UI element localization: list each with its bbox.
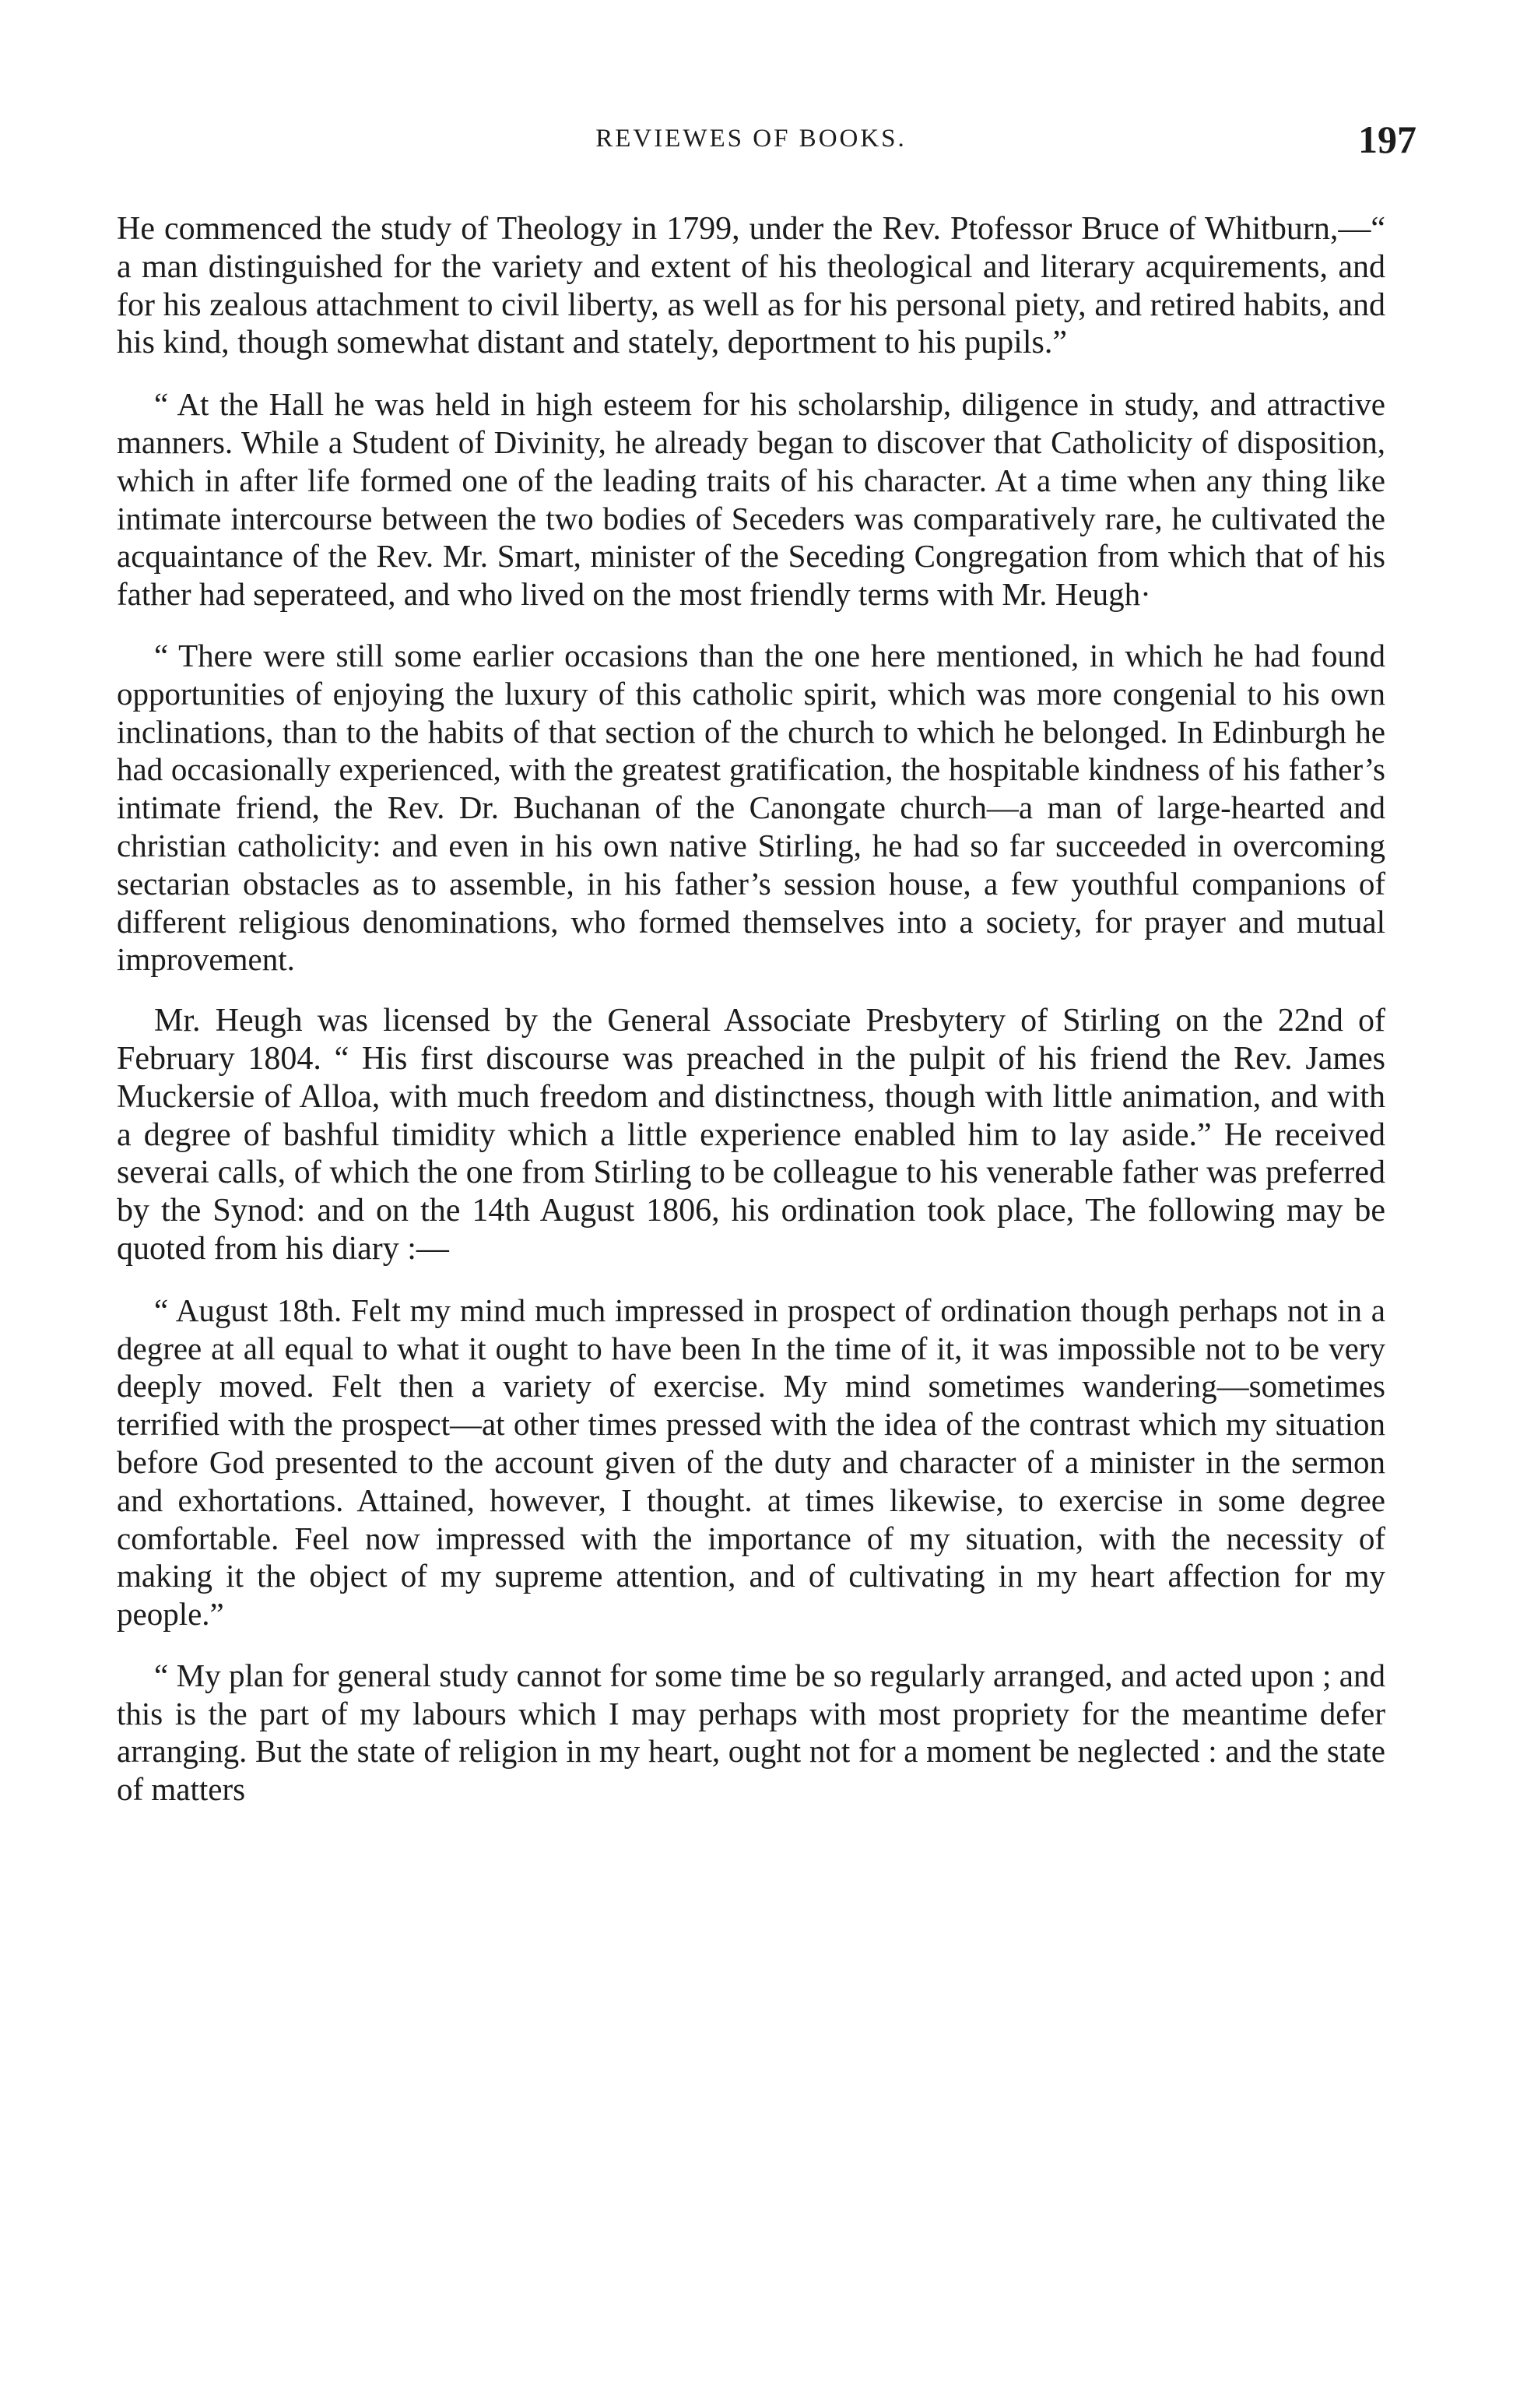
running-head <box>117 117 1416 163</box>
paragraph-diary-august: “ August 18th. Felt my mind much impressed in prospect of ordination though perhaps not in a degree at all equal to what it ought to have been In the time of it, it was impossible not to be very deeply moved. Felt then a variety of exercise. My mind sometimes wandering—sometimes terrified with the prospect—at other times pressed with the idea of the contrast which my situation before God presented to the account given of the duty and character of a minister in the sermon and exhortations. Attained, however, I thought. at times likewise, to exercise in some degree comfortable. Feel now impressed with the importance of my situation, with the necessity of making it the object of my supreme attention, and of cultivating in my heart affection for my people.” <box>117 1292 1385 1633</box>
book-page <box>117 117 1416 1832</box>
paragraph-study-plan: “ My plan for general study cannot for some time be so regularly arranged, and acted upon ; and this is the part of my labours which I may perhaps with most propriety for the meantime defer arranging. But the state of religion in my heart, ought not for a moment be neglected : and the state of matters <box>117 1657 1385 1808</box>
page-number: 197 <box>1358 118 1416 161</box>
paragraph-theology-study: He commenced the study of Theology in 1799, under the Rev. Ptofessor Bruce of Whitburn,—“ a man distinguished for the variety and extent of his theological and literary acquirements, and for his zealous attachment to civil liberty, as well as for his personal piety, and retired habits, and his kind, though somewhat distant and stately, deportment to his pupils.” <box>117 211 1385 361</box>
paragraph-licensing: Mr. Heugh was licensed by the General Associate Presbytery of Stirling on the 22nd of February 1804. “ His first discourse was preached in the pulpit of his friend the Rev. James Muckersie of Alloa, with much freedom and distinctness, though with little animation, and with a degree of bashful timidity which a little experience enabled him to lay aside.” He received severai calls, of which the one from Stirling to be colleague to his venerable father was preferred by the Synod: and on the 14th August 1806, his ordination took place, The following may be quoted from his diary :— <box>117 1003 1385 1267</box>
paragraph-hall-esteem: “ At the Hall he was held in high esteem for his scholarship, diligence in study, and attractive manners. While a Student of Divinity, he already began to discover that Catholicity of disposition, which in after life formed one of the leading traits of his character. At a time when any thing like intimate intercourse between the two bodies of Seceders was comparatively rare, he cultivated the acquaintance of the Rev. Mr. Smart, minister of the Seceding Congregation from which that of his father had seperateed, and who lived on the most friendly terms with Mr. Heugh· <box>117 386 1385 613</box>
paragraph-catholic-spirit: “ There were still some earlier occasions than the one here mentioned, in which he had found opportunities of enjoying the luxury of this catholic spirit, which was more congenial to his own inclinations, than to the habits of that section of the church to which he belonged. In Edinburgh he had occasionally experienced, with the greatest gratification, the hospitable kindness of his father’s intimate friend, the Rev. Dr. Buchanan of the Canongate church—a man of large-hearted and christian catholicity: and even in his own native Stirling, he had so far succeeded in overcoming sectarian obstacles as to assemble, in his father’s session house, a few youthful companions of different religious denominations, who formed themselves into a society, for prayer and mutual improvement. <box>117 637 1385 978</box>
running-title: REVIEWES OF BOOKS. <box>595 125 907 153</box>
